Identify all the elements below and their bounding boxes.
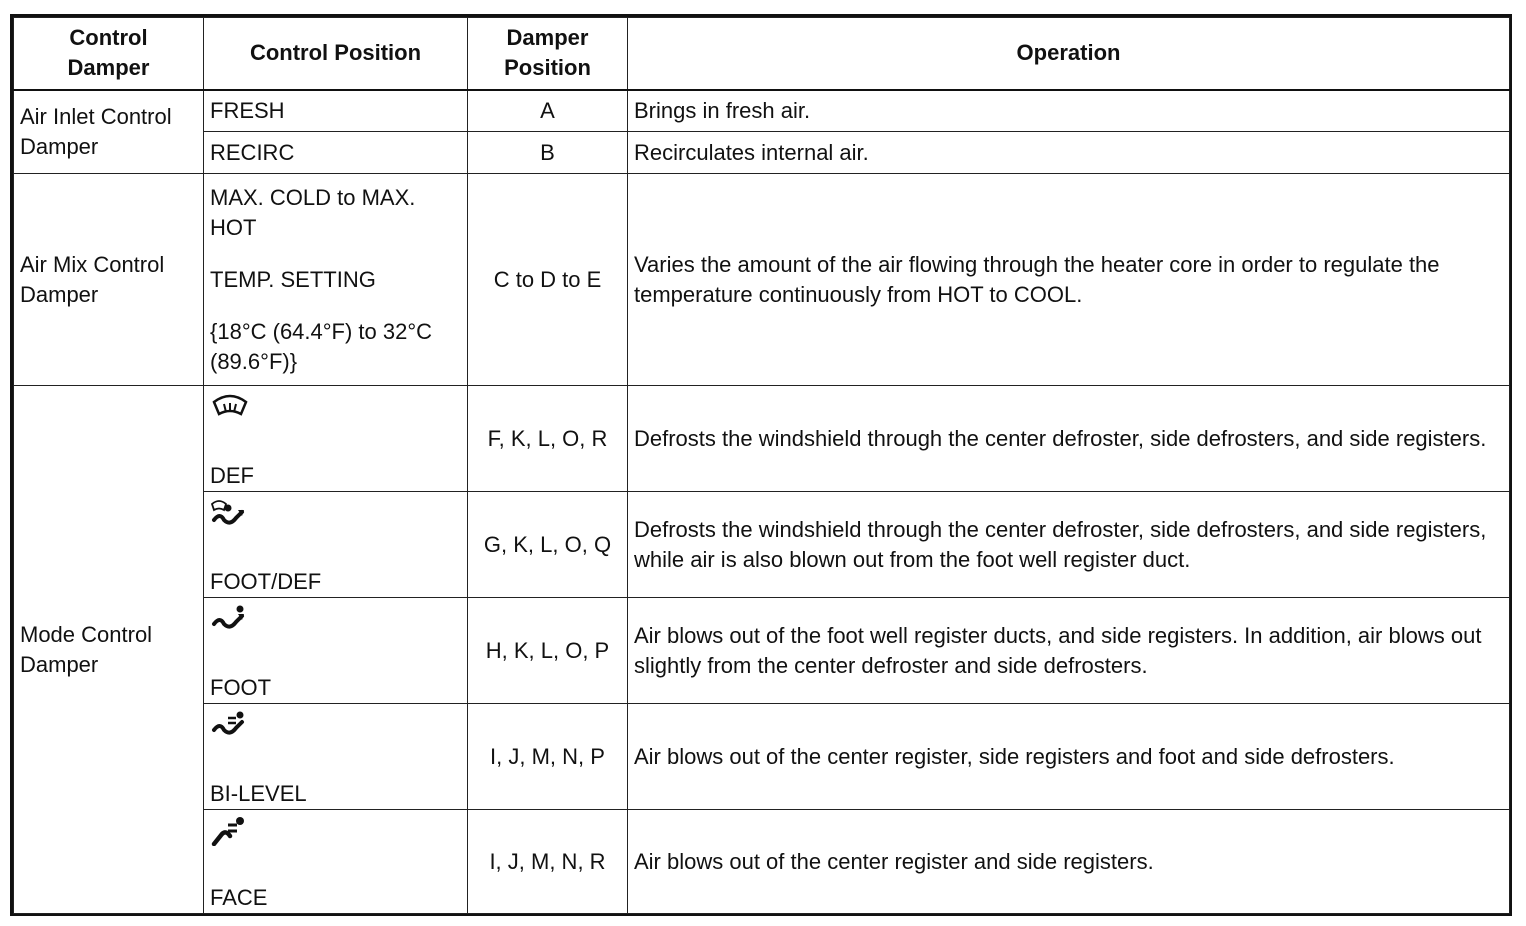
damper-position-cell: I, J, M, N, P — [468, 704, 628, 810]
mode-position-label: FOOT/DEF — [210, 569, 322, 594]
header-row — [14, 18, 1510, 90]
defrost-icon — [210, 392, 250, 422]
operation-cell: Defrosts the windshield through the center defroster, side defrosters, and side registers. — [628, 386, 1510, 492]
mode-position-label: FACE — [210, 885, 268, 910]
mode-position-label: DEF — [210, 463, 254, 488]
damper-position-cell: B — [468, 132, 628, 174]
damper-operation-table — [13, 17, 1510, 914]
control-position-cell — [204, 492, 468, 598]
control-position-cell — [204, 810, 468, 914]
header-control-position: Control Position — [204, 18, 468, 90]
operation-cell: Defrosts the windshield through the center defroster, side defrosters, and side registers, while air is also blown out from the foot well register duct. — [628, 492, 1510, 598]
damper-position-cell: A — [468, 90, 628, 132]
table-row — [14, 174, 1510, 386]
air-mix-position-setting: TEMP. SETTING — [210, 266, 376, 292]
bi-level-icon — [210, 710, 250, 740]
damper-table-frame — [10, 14, 1512, 916]
control-position-cell — [204, 174, 468, 386]
air-mix-damper-name: Air Mix Control Damper — [14, 174, 204, 386]
control-position-cell — [204, 704, 468, 810]
mode-position-label: BI-LEVEL — [210, 781, 307, 806]
table-row — [14, 598, 1510, 704]
damper-position-cell: F, K, L, O, R — [468, 386, 628, 492]
operation-cell: Air blows out of the center register, side registers and foot and side defrosters. — [628, 704, 1510, 810]
table-row — [14, 90, 1510, 132]
air-mix-position-temps: {18°C (64.4°F) to 32°C (89.6°F)} — [210, 318, 433, 374]
foot-def-icon — [210, 498, 250, 528]
air-inlet-damper-name: Air Inlet Control Damper — [14, 90, 204, 174]
header-operation: Operation — [628, 18, 1510, 90]
operation-cell: Air blows out of the foot well register ducts, and side registers. In addition, air blows out slightly from the center defroster and side defrosters. — [628, 598, 1510, 704]
table-row — [14, 492, 1510, 598]
control-position-cell — [204, 386, 468, 492]
mode-position-label: FOOT — [210, 675, 272, 700]
table-row — [14, 704, 1510, 810]
table-row — [14, 810, 1510, 914]
operation-cell: Varies the amount of the air flowing through the heater core in order to regulate the temperature continuously from HOT to COOL. — [628, 174, 1510, 386]
face-icon — [210, 816, 250, 846]
foot-icon — [210, 604, 250, 634]
operation-cell: Recirculates internal air. — [628, 132, 1510, 174]
air-mix-position-range: MAX. COLD to MAX. HOT — [210, 184, 416, 240]
control-position-cell — [204, 598, 468, 704]
header-control-damper: Control Damper — [14, 18, 204, 90]
header-damper-position: Damper Position — [468, 18, 628, 90]
damper-position-cell: I, J, M, N, R — [468, 810, 628, 914]
operation-cell: Brings in fresh air. — [628, 90, 1510, 132]
mode-damper-name: Mode Control Damper — [14, 386, 204, 914]
control-position-cell: RECIRC — [204, 132, 468, 174]
damper-position-cell: G, K, L, O, Q — [468, 492, 628, 598]
table-row — [14, 132, 1510, 174]
control-position-cell: FRESH — [204, 90, 468, 132]
damper-position-cell: H, K, L, O, P — [468, 598, 628, 704]
damper-position-cell: C to D to E — [468, 174, 628, 386]
table-row — [14, 386, 1510, 492]
operation-cell: Air blows out of the center register and side registers. — [628, 810, 1510, 914]
